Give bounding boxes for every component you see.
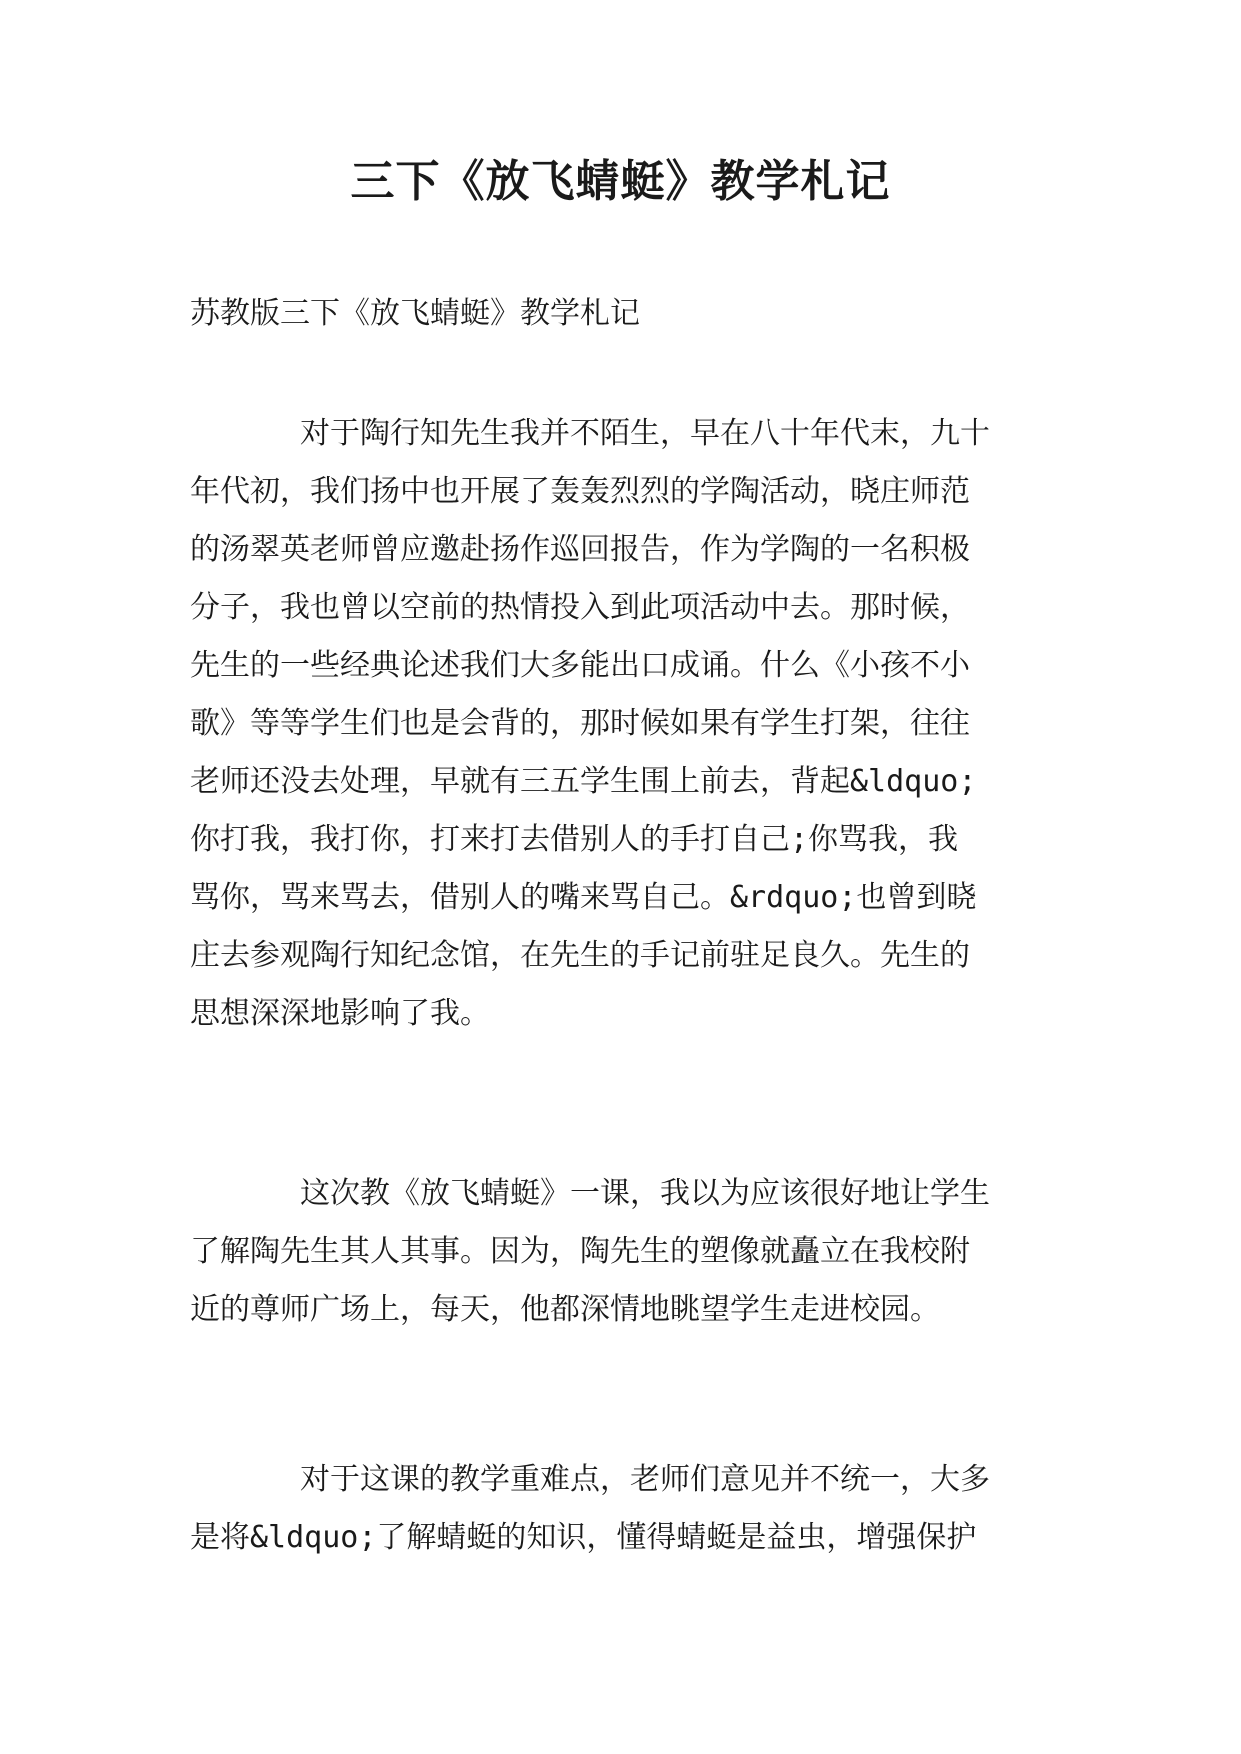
document-subtitle: 苏教版三下《放飞蜻蜓》教学札记	[190, 296, 640, 331]
paragraph-1	[190, 405, 1050, 1043]
paragraph-line: 对于陶行知先生我并不陌生，早在八十年代末，九十	[300, 416, 990, 451]
paragraph-2	[190, 1165, 1050, 1339]
paragraph-line: 的汤翠英老师曾应邀赴扬作巡回报告，作为学陶的一名积极	[190, 532, 970, 567]
paragraph-line: 庄去参观陶行知纪念馆，在先生的手记前驻足良久。先生的	[190, 938, 970, 973]
paragraph-line: 近的尊师广场上，每天，他都深情地眺望学生走进校园。	[190, 1292, 940, 1327]
paragraph-line: 思想深深地影响了我。	[190, 996, 490, 1031]
paragraph-line: 老师还没去处理，早就有三五学生围上前去，背起&ldquo;	[190, 764, 977, 799]
paragraph-line: 先生的一些经典论述我们大多能出口成诵。什么《小孩不小	[190, 648, 970, 683]
paragraph-line: 年代初，我们扬中也开展了轰轰烈烈的学陶活动，晓庄师范	[190, 474, 970, 509]
paragraph-line: 骂你，骂来骂去，借别人的嘴来骂自己。&rdquo;也曾到晓	[190, 880, 977, 915]
paragraph-3	[190, 1451, 1050, 1567]
paragraph-line: 对于这课的教学重难点，老师们意见并不统一，大多	[300, 1462, 990, 1497]
paragraph-line: 了解陶先生其人其事。因为，陶先生的塑像就矗立在我校附	[190, 1234, 970, 1269]
paragraph-line: 这次教《放飞蜻蜓》一课，我以为应该很好地让学生	[300, 1176, 990, 1211]
document-title: 三下《放飞蜻蜓》教学札记	[350, 156, 891, 207]
paragraph-line: 歌》等等学生们也是会背的，那时候如果有学生打架，往往	[190, 706, 970, 741]
paragraph-line: 你打我，我打你，打来打去借别人的手打自己;你骂我，我	[190, 822, 959, 857]
paragraph-line: 是将&ldquo;了解蜻蜓的知识，懂得蜻蜓是益虫，增强保护	[190, 1520, 977, 1555]
paragraph-line: 分子，我也曾以空前的热情投入到此项活动中去。那时候，	[190, 590, 970, 625]
